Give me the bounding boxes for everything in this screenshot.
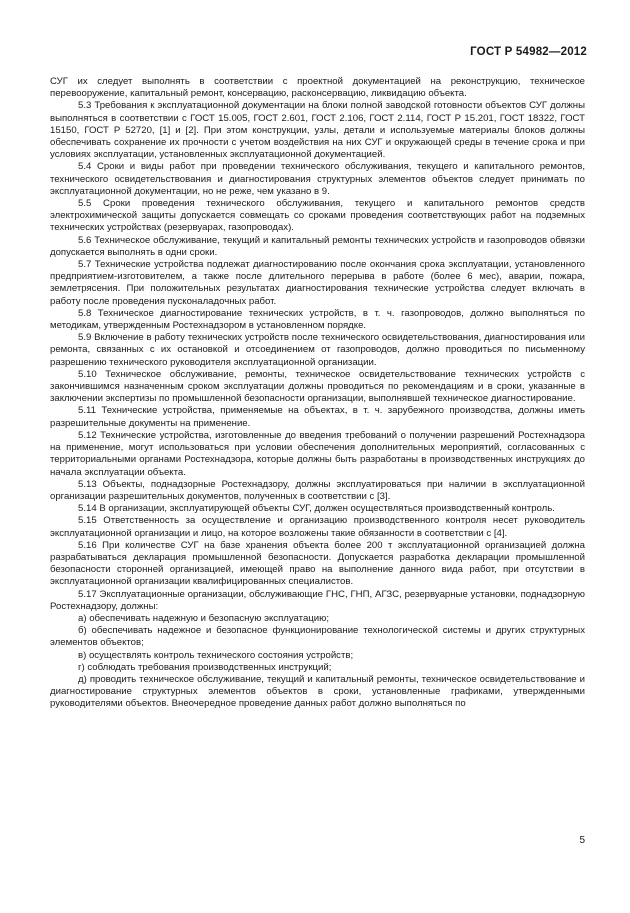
paragraph: 5.6 Техническое обслуживание, текущий и капитальный ремонты технических устройств и газопроводов обвязки допускается выполнять в одни сроки. (50, 234, 585, 258)
document-header: ГОСТ Р 54982—2012 (470, 46, 587, 58)
paragraph: СУГ их следует выполнять в соответствии с проектной документацией на реконструкцию, техническое перевооружение, капитальный ремонт, консервацию, расконсервацию, ликвидацию объекта. (50, 76, 585, 100)
paragraph: 5.3 Требования к эксплуатационной документации на блоки полной заводской готовности объектов СУГ должны выполняться в соответствии с ГОСТ 15.005, ГОСТ 2.601, ГОСТ 2.106, ГОСТ 2.114, ГОСТ Р 15.201, ГОСТ 18322, ГОСТ 15150, ГОСТ Р 52720, [1] и [2]. При этом конструкции, узлы, детали и используемые материалы блоков должны обеспечивать сохранение их прочности с учетом воздействия на них СУГ и окружающей среды в течение срока и при условиях эксплуатации, установленных эксплуатационной документацией. (50, 100, 585, 161)
paragraph: 5.7 Технические устройства подлежат диагностированию после окончания срока эксплуатации, установленного предприятием-изготовителем, а также после длительного перерыва в работе (более 6 мес), аварии, пожара, землетрясения. При положительных результатах диагностирования технические устройства следует включать в работу после проведения пусконаладочных работ. (50, 259, 585, 307)
paragraph: 5.5 Сроки проведения технического обслуживания, текущего и капитального ремонтов средств электрохимической защиты допускается совмещать со сроками проведения соответствующих работ на подземных технических устройствах (резервуарах, газопроводах). (50, 198, 585, 234)
paragraph: 5.12 Технические устройства, изготовленные до введения требований о получении разрешений Ростехнадзора на применение, могут использоваться при условии обеспечения дополнительных мероприятий, согласованных с территориальными органами Ростехнадзора, которые должны быть разработаны в производственных инструкциях до начала эксплуатации объекта. (50, 429, 585, 478)
paragraph: 5.8 Техническое диагностирование технических устройств, в т. ч. газопроводов, должно выполняться по методикам, утвержденным Ростехнадзором в установленном порядке. (50, 307, 585, 332)
paragraph: 5.13 Объекты, поднадзорные Ростехнадзору, должны эксплуатироваться при наличии в эксплуатационной организации разрешительных документов, полученных в соответствии с [3]. (50, 478, 585, 502)
paragraph: 5.14 В организации, эксплуатирующей объекты СУГ, должен осуществляться производственный контроль. (78, 503, 555, 515)
list-item: а) обеспечивать надежную и безопасную эксплуатацию; (78, 612, 330, 624)
list-item: д) проводить техническое обслуживание, текущий и капитальный ремонты, техническое освидетельствование и диагностирование структурных элементов объектов в сроки, установленные графиками, утвержденными руководителями объектов. Внеочередное проведение данных работ должно выполняться по (50, 673, 585, 710)
paragraph: 5.10 Техническое обслуживание, ремонты, техническое освидетельствование технических устройств с закончившимся назначенным сроком эксплуатации должны проводиться по рекомендациям и в сроки, указанные в заключении экспертизы по промышленной безопасности организации, выполнявшей техническое диагностирование. (50, 368, 585, 405)
document-body (50, 76, 585, 711)
page-number: 5 (579, 835, 585, 846)
paragraph: 5.9 Включение в работу технических устройств после технического освидетельствования, диагностирования или ремонта, связанных с их остановкой и отсоединением от газопроводов, должно проводиться по письменному разрешению технического руководителя эксплуатационной организации. (50, 332, 585, 368)
paragraph: 5.4 Сроки и виды работ при проведении технического обслуживания, текущего и капитального ремонтов, технического освидетельствования и диагностирования структурных элементов объектов следует принимать по эксплуатационной документации, но не реже, чем указано в 9. (50, 161, 585, 197)
list-item: в) осуществлять контроль технического состояния устройств; (78, 649, 354, 661)
list-item: б) обеспечивать надежное и безопасное функционирование технологической системы и других структурных элементов объектов; (50, 625, 585, 649)
list-item: г) соблюдать требования производственных инструкций; (78, 661, 332, 673)
paragraph: 5.11 Технические устройства, применяемые на объектах, в т. ч. зарубежного производства, должны иметь разрешительные документы на применение. (50, 405, 585, 429)
paragraph: 5.16 При количестве СУГ на базе хранения объекта более 200 т эксплуатационной организацией должна разрабатываться декларация промышленной безопасности. Допускается разработка декларации промышленной безопасности сторонней организацией, имеющей право на выполнение данного вида работ, при отсутствии в эксплуатационной организации квалифицированных специалистов. (50, 539, 585, 588)
paragraph: 5.15 Ответственность за осуществление и организацию производственного контроля несет руководитель эксплуатационной организации и лицо, на которое возложены такие обязанности в соответствии с [4]. (50, 515, 585, 539)
paragraph: 5.17 Эксплуатационные организации, обслуживающие ГНС, ГНП, АГЗС, резервуарные установки, поднадзорную Ростехнадзору, должны: (50, 588, 585, 612)
